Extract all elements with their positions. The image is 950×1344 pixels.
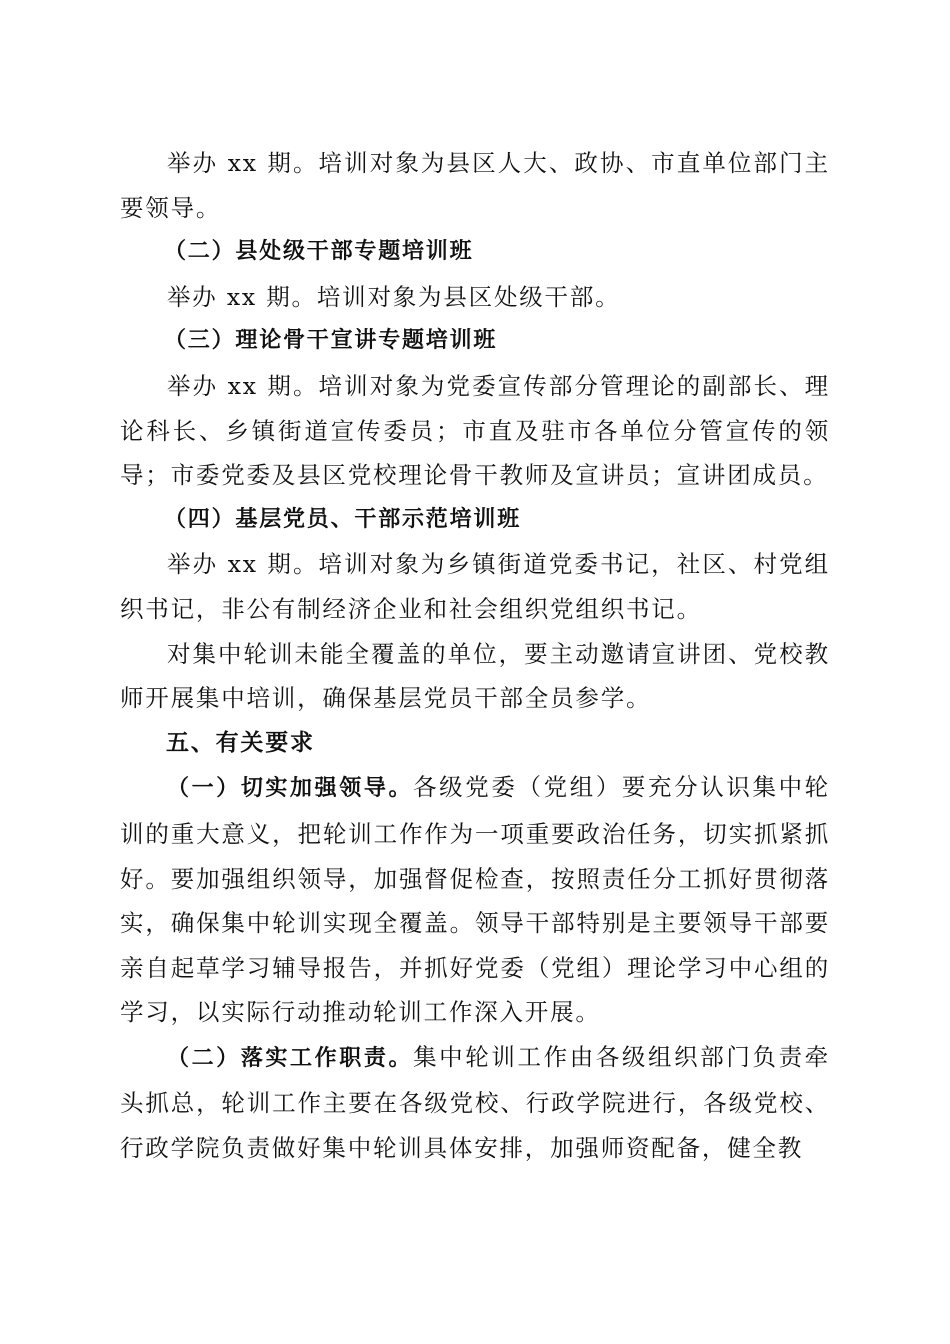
paragraph-county-cadre-class: 举办 xx 期。培训对象为县区处级干部。 xyxy=(167,282,621,311)
paragraph-uncovered-units: 对集中轮训未能全覆盖的单位，要主动邀请宣讲团、党校教师开展集中培训，确保基层党员干部全员参学。 xyxy=(120,639,830,713)
section-heading-requirements: 五、有关要求 xyxy=(166,729,315,756)
paragraph-theory-backbone-class: 举办 xx 期。培训对象为党委宣传部分管理论的副部长、理论科长、乡镇街道宣传委员；市直及驻市各单位分管宣传的领导；市委党委及县区党校理论骨干教师及宣讲员；宣讲团成员。 xyxy=(120,371,830,490)
heading-grassroots-class: （四）基层党员、干部示范培训班 xyxy=(164,506,522,532)
paragraph-leaders-class: 举办 xx 期。培训对象为县区人大、政协、市直单位部门主要领导。 xyxy=(120,149,830,222)
lead-work-duties: （二）落实工作职责。 xyxy=(167,1045,414,1071)
document-body xyxy=(120,141,830,1171)
paragraph-strengthen-leadership xyxy=(120,765,830,1035)
lead-strengthen-leadership: （一）切实加强领导。 xyxy=(167,776,414,802)
paragraph-work-duties xyxy=(120,1035,830,1171)
paragraph-grassroots-class: 举办 xx 期。培训对象为乡镇街道党委书记，社区、村党组织书记，非公有制经济企业和社会组织党组织书记。 xyxy=(120,550,830,623)
heading-county-cadre-class: （二）县处级干部专题培训班 xyxy=(164,239,474,265)
text-work-duties: 集中轮训工作由各级组织部门负责牵头抓总，轮训工作主要在各级党校、行政学院进行，各级党校、行政学院负责做好集中轮训具体安排，加强师资配备，健全教 xyxy=(120,1042,830,1163)
heading-theory-backbone-class: （三）理论骨干宣讲专题培训班 xyxy=(164,328,498,354)
text-strengthen-leadership: 各级党委（党组）要充分认识集中轮训的重大意义，把轮训工作作为一项重要政治任务，切实抓紧抓好。要加强组织领导，加强督促检查，按照责任分工抓好贯彻落实，确保集中轮训实现全覆盖。领导干部特别是主要领导干部要亲自起草学习辅导报告，并抓好党委（党组）理论学习中心组的学习，以实际行动推动轮训工作深入开展。 xyxy=(120,773,830,1027)
